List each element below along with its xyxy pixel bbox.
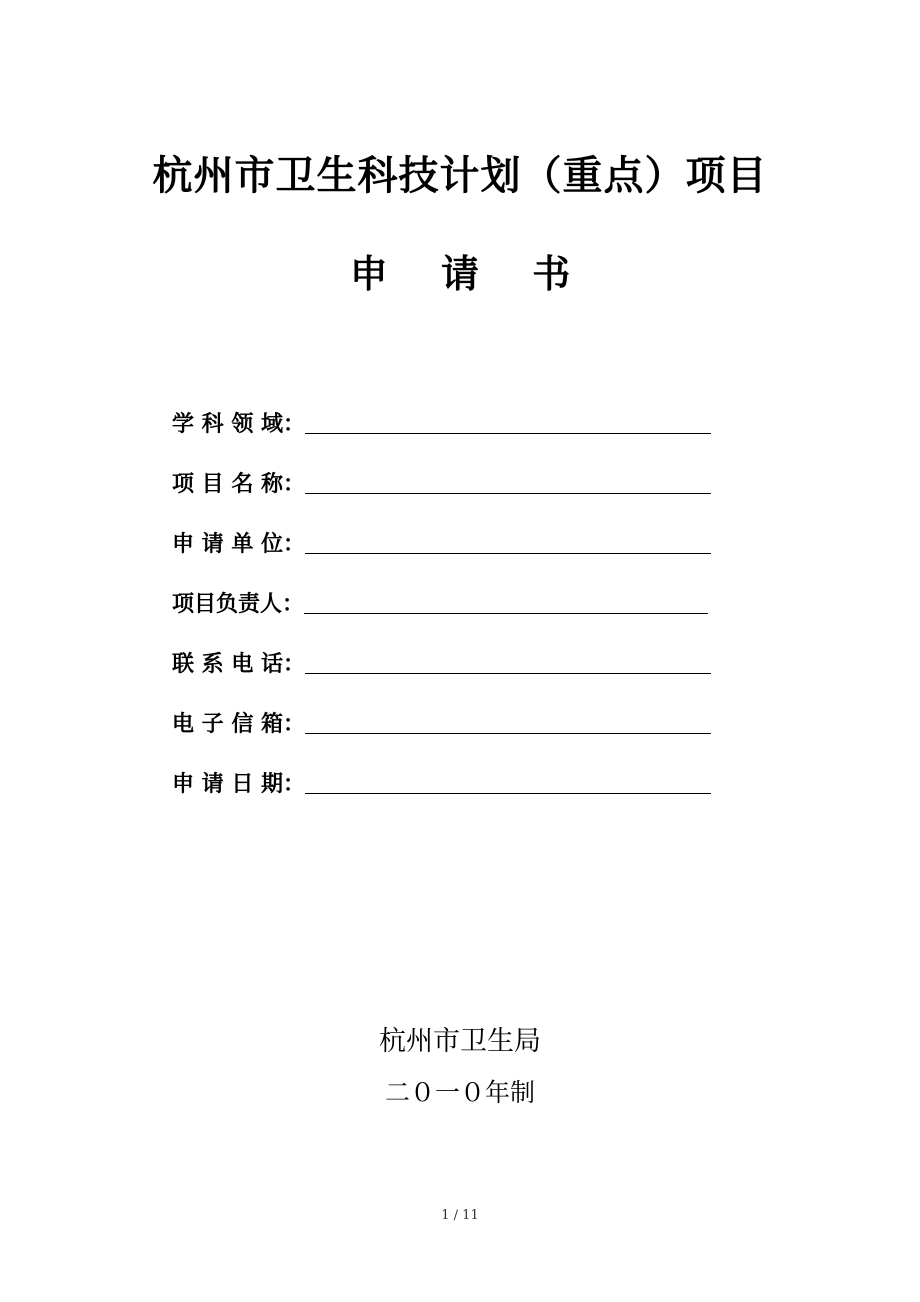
field-label-application-date: 申 请 日 期： — [172, 771, 305, 797]
field-blank-project-leader[interactable] — [304, 583, 708, 614]
field-row-application-date — [172, 760, 711, 800]
field-row-phone — [172, 640, 711, 680]
page-number: 1 / 11 — [441, 1208, 479, 1223]
field-label-applicant-unit: 申 请 单 位： — [172, 531, 305, 557]
document-title: 杭州市卫生科技计划（重点）项目 — [152, 152, 768, 199]
field-label-project-leader: 项目负责人： — [172, 591, 305, 617]
document-subtitle: 申 请 书 — [349, 251, 591, 296]
issuing-year: 二０一０年制 — [384, 1078, 535, 1107]
field-row-discipline — [172, 400, 711, 440]
field-label-discipline: 学 科 领 域： — [172, 411, 305, 437]
field-blank-discipline[interactable] — [305, 403, 711, 434]
field-blank-phone[interactable] — [305, 643, 711, 674]
issuing-organization: 杭州市卫生局 — [379, 1026, 541, 1057]
field-label-project-name: 项 目 名 称： — [172, 471, 305, 497]
field-row-applicant-unit — [172, 520, 711, 560]
field-label-email: 电 子 信 箱： — [172, 711, 305, 737]
field-row-project-name — [172, 460, 711, 500]
field-blank-applicant-unit[interactable] — [305, 523, 711, 554]
field-row-email — [172, 700, 711, 740]
field-row-project-leader — [172, 580, 708, 620]
field-blank-project-name[interactable] — [305, 463, 711, 494]
field-label-phone: 联 系 电 话： — [172, 651, 305, 677]
field-blank-email[interactable] — [305, 703, 711, 734]
field-blank-application-date[interactable] — [305, 763, 711, 794]
